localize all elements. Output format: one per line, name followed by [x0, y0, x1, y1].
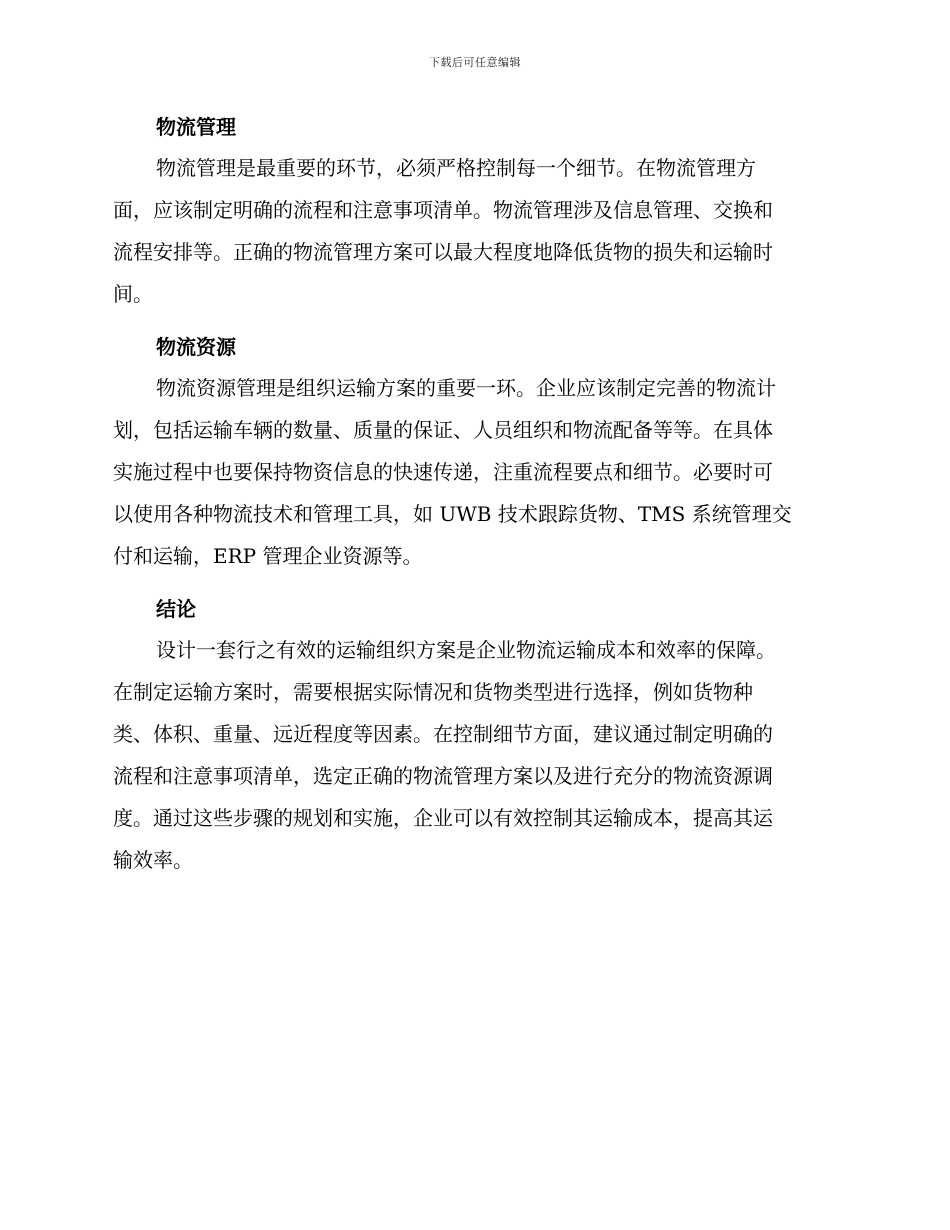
- paragraph-line: 类、体积、重量、远近程度等因素。在控制细节方面，建议通过制定明确的: [113, 722, 773, 746]
- paragraph-line: 流程和注意事项清单，选定正确的物流管理方案以及进行充分的物流资源调: [113, 764, 773, 788]
- section-logistics-resources: [113, 327, 833, 577]
- section-logistics-management: [113, 107, 833, 315]
- section-title: 物流管理: [156, 115, 236, 139]
- paragraph-line: 物流管理是最重要的环节，必须严格控制每一个细节。在物流管理方: [156, 156, 756, 180]
- paragraph-line: 付和运输，ERP 管理企业资源等。: [113, 544, 423, 568]
- paragraph: [113, 367, 833, 577]
- paragraph-line: 在制定运输方案时，需要根据实际情况和货物类型进行选择，例如货物种: [113, 680, 753, 704]
- paragraph-line: 设计一套行之有效的运输组织方案是企业物流运输成本和效率的保障。: [156, 638, 776, 662]
- document-body: [113, 107, 833, 893]
- paragraph-line: 输效率。: [113, 848, 193, 872]
- paragraph-line: 面，应该制定明确的流程和注意事项清单。物流管理涉及信息管理、交换和: [113, 198, 773, 222]
- section-title: 物流资源: [156, 335, 236, 359]
- section-conclusion: [113, 589, 833, 881]
- page-header: 下载后可任意编辑: [429, 56, 521, 69]
- paragraph-line: 物流资源管理是组织运输方案的重要一环。企业应该制定完善的物流计: [156, 376, 776, 400]
- section-title: 结论: [156, 597, 196, 621]
- paragraph-line: 实施过程中也要保持物资信息的快速传递，注重流程要点和细节。必要时可: [113, 460, 773, 484]
- paragraph: [113, 629, 833, 881]
- paragraph-line: 划，包括运输车辆的数量、质量的保证、人员组织和物流配备等等。在具体: [113, 418, 773, 442]
- paragraph-line: 度。通过这些步骤的规划和实施，企业可以有效控制其运输成本，提高其运: [113, 806, 773, 830]
- paragraph-line: 以使用各种物流技术和管理工具，如 UWB 技术跟踪货物、TMS 系统管理交: [113, 502, 792, 526]
- paragraph: [113, 147, 833, 315]
- paragraph-line: 间。: [113, 282, 153, 306]
- paragraph-line: 流程安排等。正确的物流管理方案可以最大程度地降低货物的损失和运输时: [113, 240, 773, 264]
